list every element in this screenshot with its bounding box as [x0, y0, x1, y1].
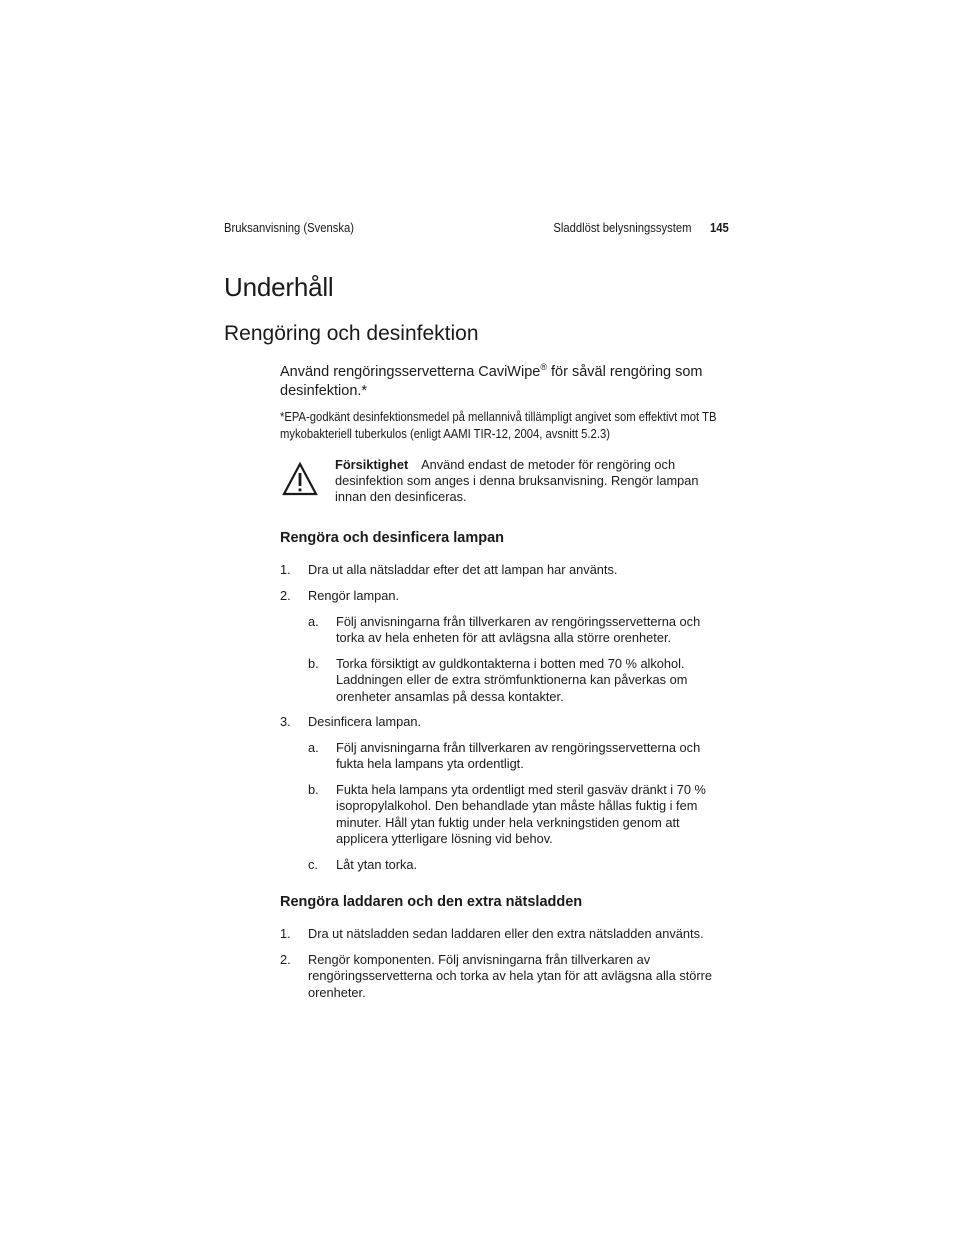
registered-mark: ®	[540, 362, 547, 372]
step-number: 2.	[280, 952, 291, 967]
substep-letter: c.	[308, 857, 318, 872]
substep-letter: b.	[308, 782, 319, 797]
step-text: Rengör lampan.	[308, 588, 400, 603]
step-number: 1.	[280, 926, 291, 941]
substep-letter: b.	[308, 656, 319, 671]
substep-text: Följ anvisningarna från tillverkaren av rengöringsservetterna och torka av hela enheten för att avlägsna alla större orenheter.	[336, 614, 701, 646]
section-title: Rengöring och desinfektion	[224, 322, 479, 345]
running-header-right: Sladdlöst belysningssystem	[553, 221, 692, 235]
step-text: Dra ut alla nätsladdar efter det att lampan har använts.	[308, 562, 618, 577]
substep-text: Torka försiktigt av guldkontakterna i botten med 70 % alkohol. Laddningen eller de extra strömfunktionerna kan påverkas om orenheter ansamlas på dessa kontakter.	[336, 656, 688, 704]
step-text: Desinficera lampan.	[308, 714, 422, 729]
substep-text: Fukta hela lampans yta ordentligt med steril gasväv dränkt i 70 % isopropylalkohol. Den behandlade ytan måste hållas fuktig i fem minuter. Håll ytan fuktig under hela verkningstiden genom att applicera ytterligare lösning vid behov.	[336, 782, 706, 846]
step-text: Rengör komponenten. Följ anvisningarna från tillverkaren av rengöringsservetterna och torka av hela ytan för att avlägsna alla större orenheter.	[308, 952, 713, 1000]
intro-before: Använd rengöringsservetterna CaviWipe	[280, 363, 541, 380]
substep-text: Följ anvisningarna från tillverkaren av rengöringsservetterna och fukta hela lampans yta ordentligt.	[336, 740, 701, 772]
epa-footnote: *EPA-godkänt desinfektionsmedel på mellannivå tillämpligt angivet som effektivt mot TB mykobakteriell tuberkulos (enligt AAMI TIR-12, 2004, avsnitt 5.2.3)	[280, 410, 717, 441]
step-number: 1.	[280, 562, 291, 577]
caution-note	[335, 457, 725, 505]
intro-after: för såväl rengöring som desinfektion.*	[280, 363, 703, 399]
intro-paragraph	[280, 358, 720, 401]
caution-label: Försiktighet	[335, 457, 409, 472]
lamp-heading: Rengöra och desinficera lampan	[280, 530, 505, 546]
substep-text: Låt ytan torka.	[336, 857, 418, 872]
caution-text: Använd endast de metoder för rengöring och desinfektion som anges i denna bruksanvisning. Rengör lampan innan den desinficeras.	[335, 457, 699, 504]
step-text: Dra ut nätsladden sedan laddaren eller den extra nätsladden använts.	[308, 926, 704, 941]
running-header-left: Bruksanvisning (Svenska)	[224, 221, 355, 235]
charger-heading: Rengöra laddaren och den extra nätsladden	[280, 894, 583, 910]
page-title: Underhåll	[224, 272, 334, 302]
substep-letter: a.	[308, 740, 319, 755]
step-number: 2.	[280, 588, 291, 603]
step-number: 3.	[280, 714, 291, 729]
page-number: 145	[710, 221, 729, 235]
substep-letter: a.	[308, 614, 319, 629]
warning-triangle-icon	[282, 462, 318, 496]
